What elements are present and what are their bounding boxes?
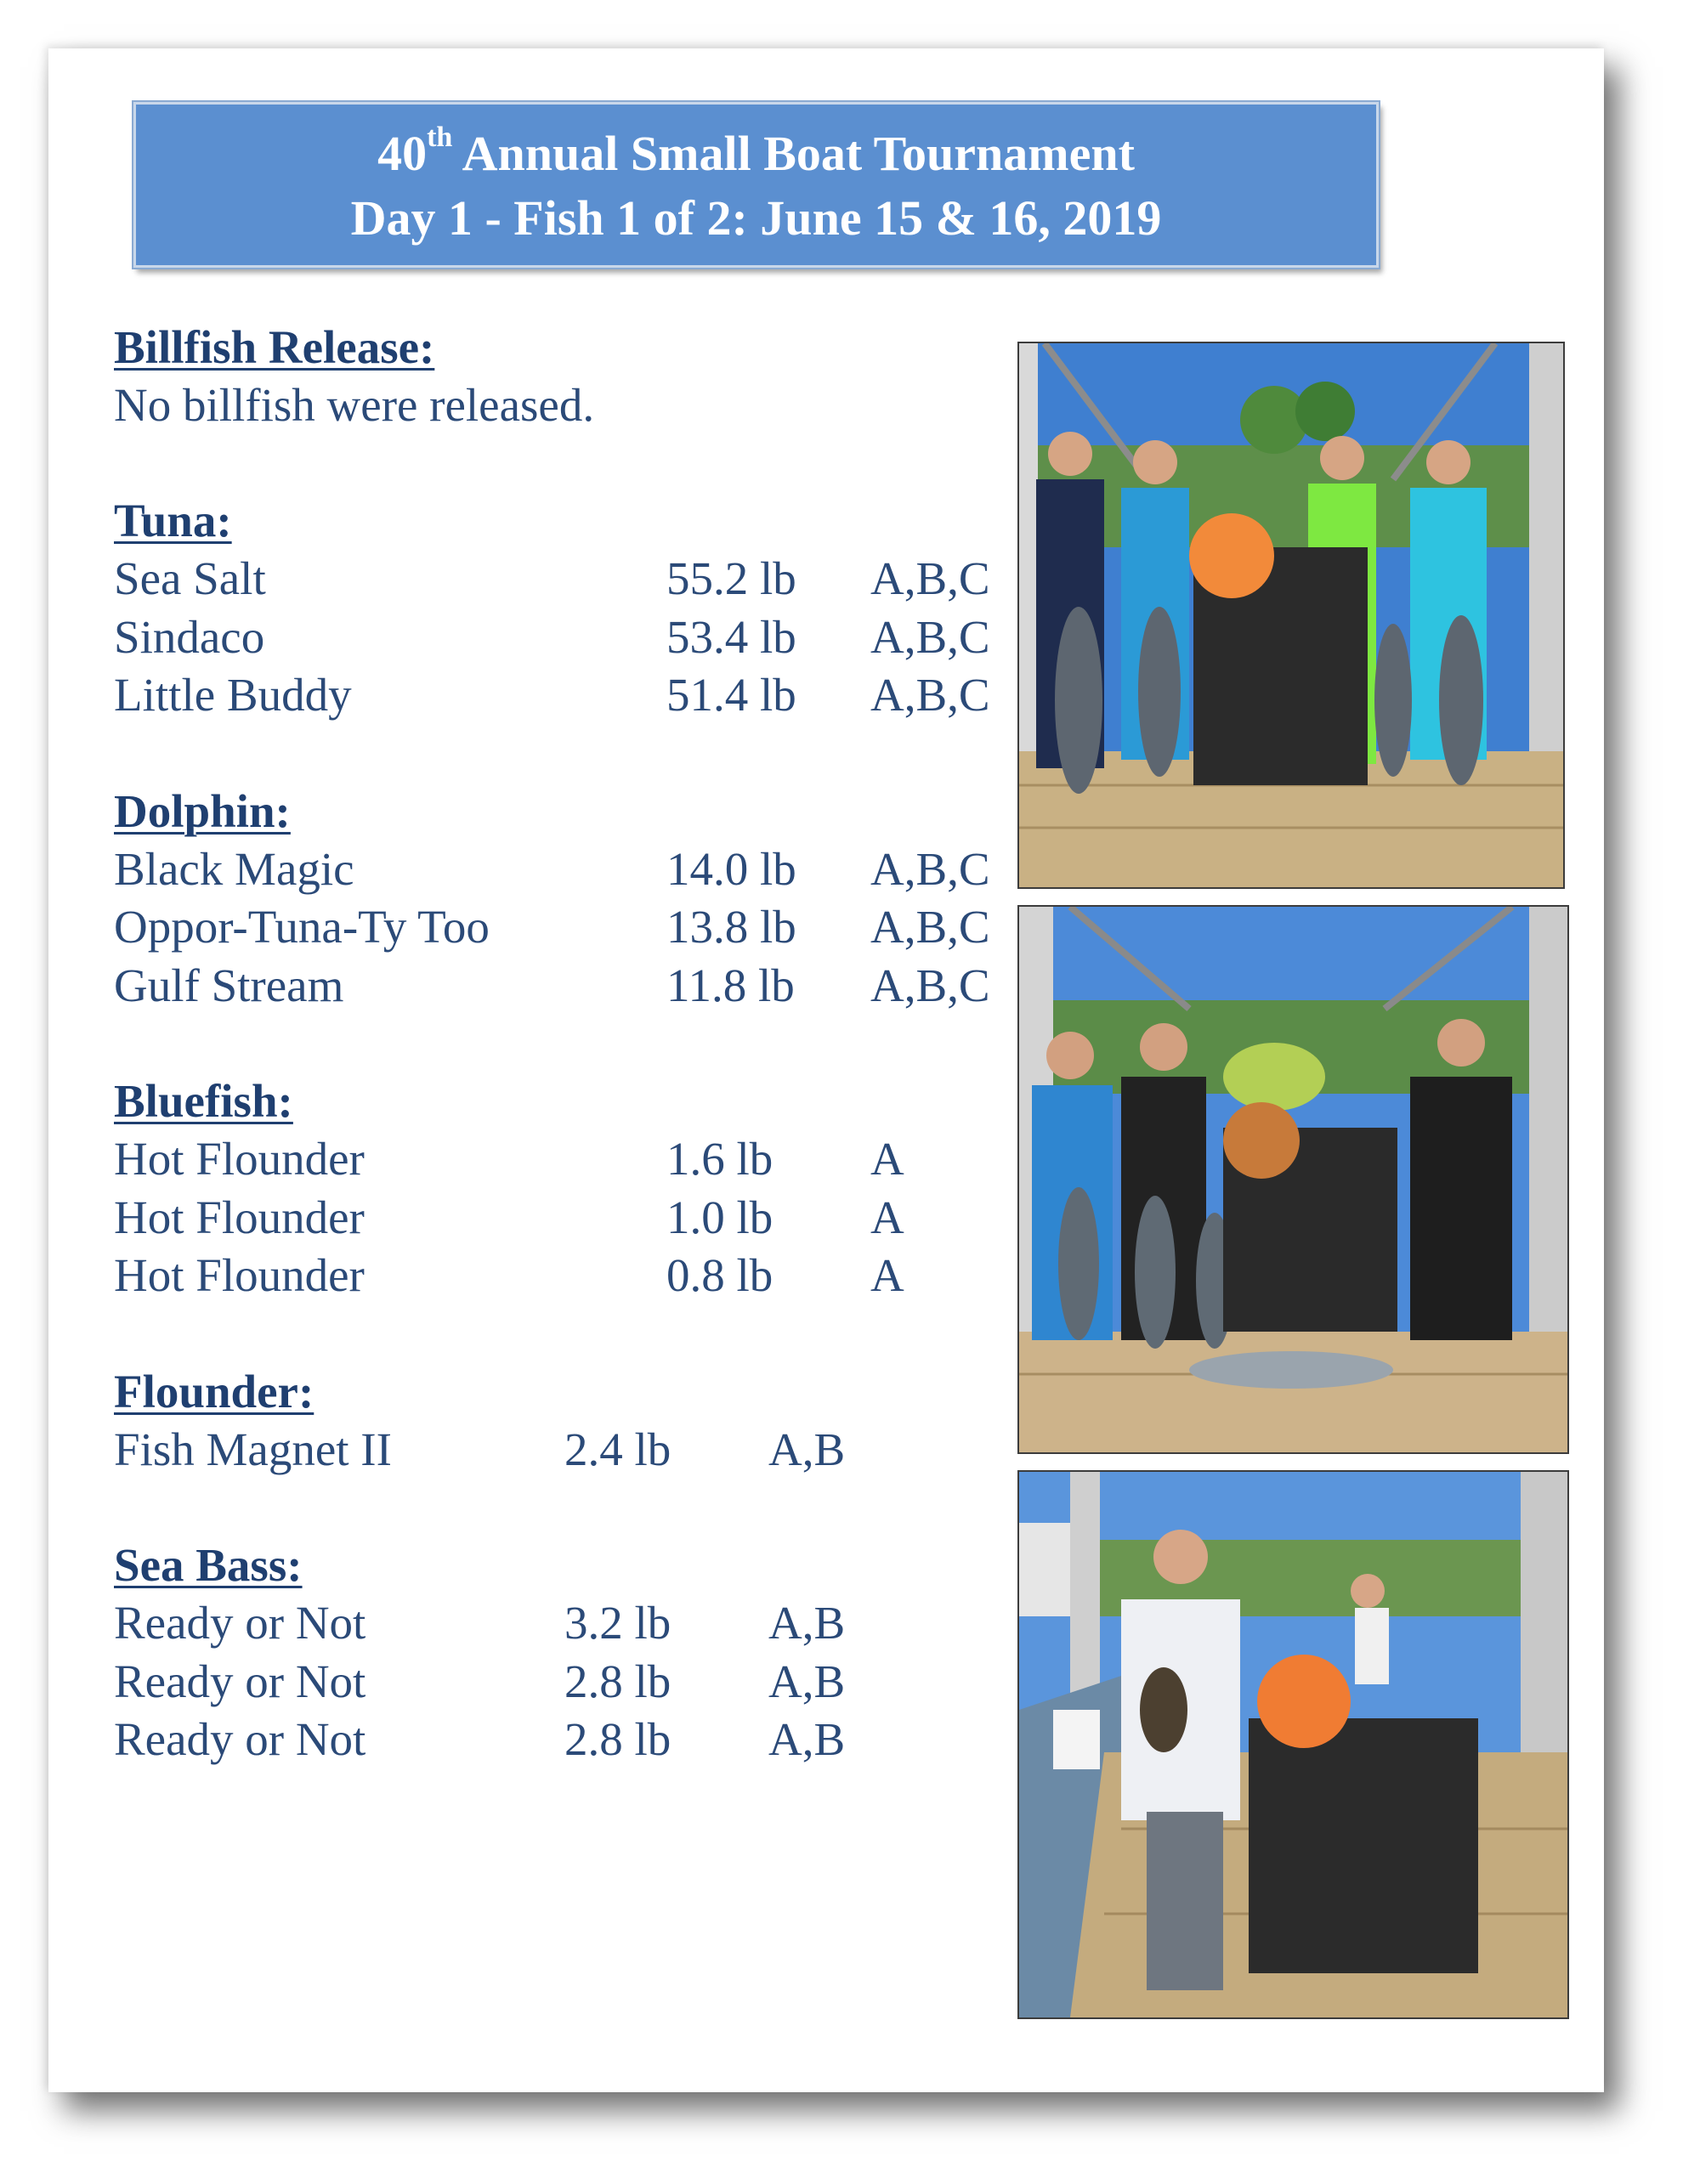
boat-name: Black Magic — [114, 842, 354, 895]
fish-weight: 2.4 lb — [564, 1423, 672, 1475]
award-code: A,B,C — [870, 901, 990, 953]
tuna-catch-photo — [1017, 342, 1565, 889]
flounder-photo-image — [1019, 1472, 1567, 2017]
fish-weight: 1.6 lb — [666, 1133, 774, 1185]
results-list — [114, 319, 1032, 1827]
award-code: A,B — [768, 1597, 846, 1649]
award-code: A,B — [768, 1713, 846, 1765]
result-row — [114, 1594, 1032, 1653]
fish-weight: 2.8 lb — [564, 1713, 672, 1765]
fish-weight: 3.2 lb — [564, 1597, 672, 1649]
boat-name: Ready or Not — [114, 1655, 366, 1707]
result-row — [114, 1247, 1032, 1305]
fish-weight: 51.4 lb — [666, 669, 796, 721]
banner-line-1: 40th Annual Small Boat Tournament — [377, 122, 1135, 181]
result-row — [114, 666, 1032, 725]
award-code: A — [870, 1249, 904, 1301]
boat-name: Hot Flounder — [114, 1249, 365, 1301]
boat-name: Sindaco — [114, 610, 265, 663]
section-heading: Dolphin: — [114, 784, 291, 837]
award-code: A,B,C — [870, 959, 990, 1011]
result-row — [114, 608, 1032, 667]
award-code: A,B — [768, 1655, 846, 1707]
billfish-section — [114, 319, 1032, 434]
fish-weight: 0.8 lb — [666, 1249, 774, 1301]
fish-weight: 1.0 lb — [666, 1191, 774, 1243]
award-code: A — [870, 1133, 904, 1185]
result-row — [114, 1130, 1032, 1189]
boat-name: Little Buddy — [114, 669, 352, 721]
banner-line-2: Day 1 - Fish 1 of 2: June 15 & 16, 2019 — [350, 190, 1162, 246]
fish-weight: 11.8 lb — [666, 959, 795, 1011]
section-heading: Billfish Release: — [114, 321, 435, 373]
section-heading: Bluefish: — [114, 1075, 293, 1127]
dolphin-photo-image — [1019, 907, 1567, 1452]
fish-weight: 2.8 lb — [564, 1655, 672, 1707]
tuna-photo-image — [1019, 343, 1563, 887]
boat-name: Ready or Not — [114, 1713, 366, 1765]
flounder-catch-photo — [1017, 1470, 1569, 2019]
fish-weight: 13.8 lb — [666, 901, 796, 953]
boat-name: Ready or Not — [114, 1597, 366, 1649]
result-row — [114, 1711, 1032, 1769]
award-code: A — [870, 1191, 904, 1243]
award-code: A,B,C — [870, 610, 990, 663]
result-row — [114, 1421, 1032, 1480]
fish-weight: 55.2 lb — [666, 552, 796, 604]
award-code: A,B,C — [870, 669, 990, 721]
result-row — [114, 840, 1032, 899]
award-code: A,B — [768, 1423, 846, 1475]
result-row — [114, 1189, 1032, 1248]
flounder-section — [114, 1363, 1032, 1480]
dolphin-section — [114, 783, 1032, 1016]
award-code: A,B,C — [870, 842, 990, 895]
tuna-section — [114, 492, 1032, 725]
result-row — [114, 1653, 1032, 1712]
boat-name: Hot Flounder — [114, 1133, 365, 1185]
boat-name: Hot Flounder — [114, 1191, 365, 1243]
section-heading: Sea Bass: — [114, 1539, 303, 1591]
bluefish-section — [114, 1072, 1032, 1305]
result-row — [114, 898, 1032, 957]
boat-name: Sea Salt — [114, 552, 266, 604]
results-sheet — [48, 48, 1604, 2092]
title-banner — [133, 102, 1379, 268]
result-row — [114, 550, 1032, 608]
section-heading: Flounder: — [114, 1365, 314, 1417]
result-row — [114, 957, 1032, 1016]
boat-name: Fish Magnet II — [114, 1423, 392, 1475]
boat-name: Oppor-Tuna-Ty Too — [114, 901, 490, 953]
billfish-note: No billfish were released. — [114, 379, 595, 431]
sea-bass-section — [114, 1536, 1032, 1769]
section-heading: Tuna: — [114, 495, 232, 546]
award-code: A,B,C — [870, 552, 990, 604]
fish-weight: 14.0 lb — [666, 842, 796, 895]
boat-name: Gulf Stream — [114, 959, 344, 1011]
fish-weight: 53.4 lb — [666, 610, 796, 663]
dolphin-catch-photo — [1017, 905, 1569, 1454]
